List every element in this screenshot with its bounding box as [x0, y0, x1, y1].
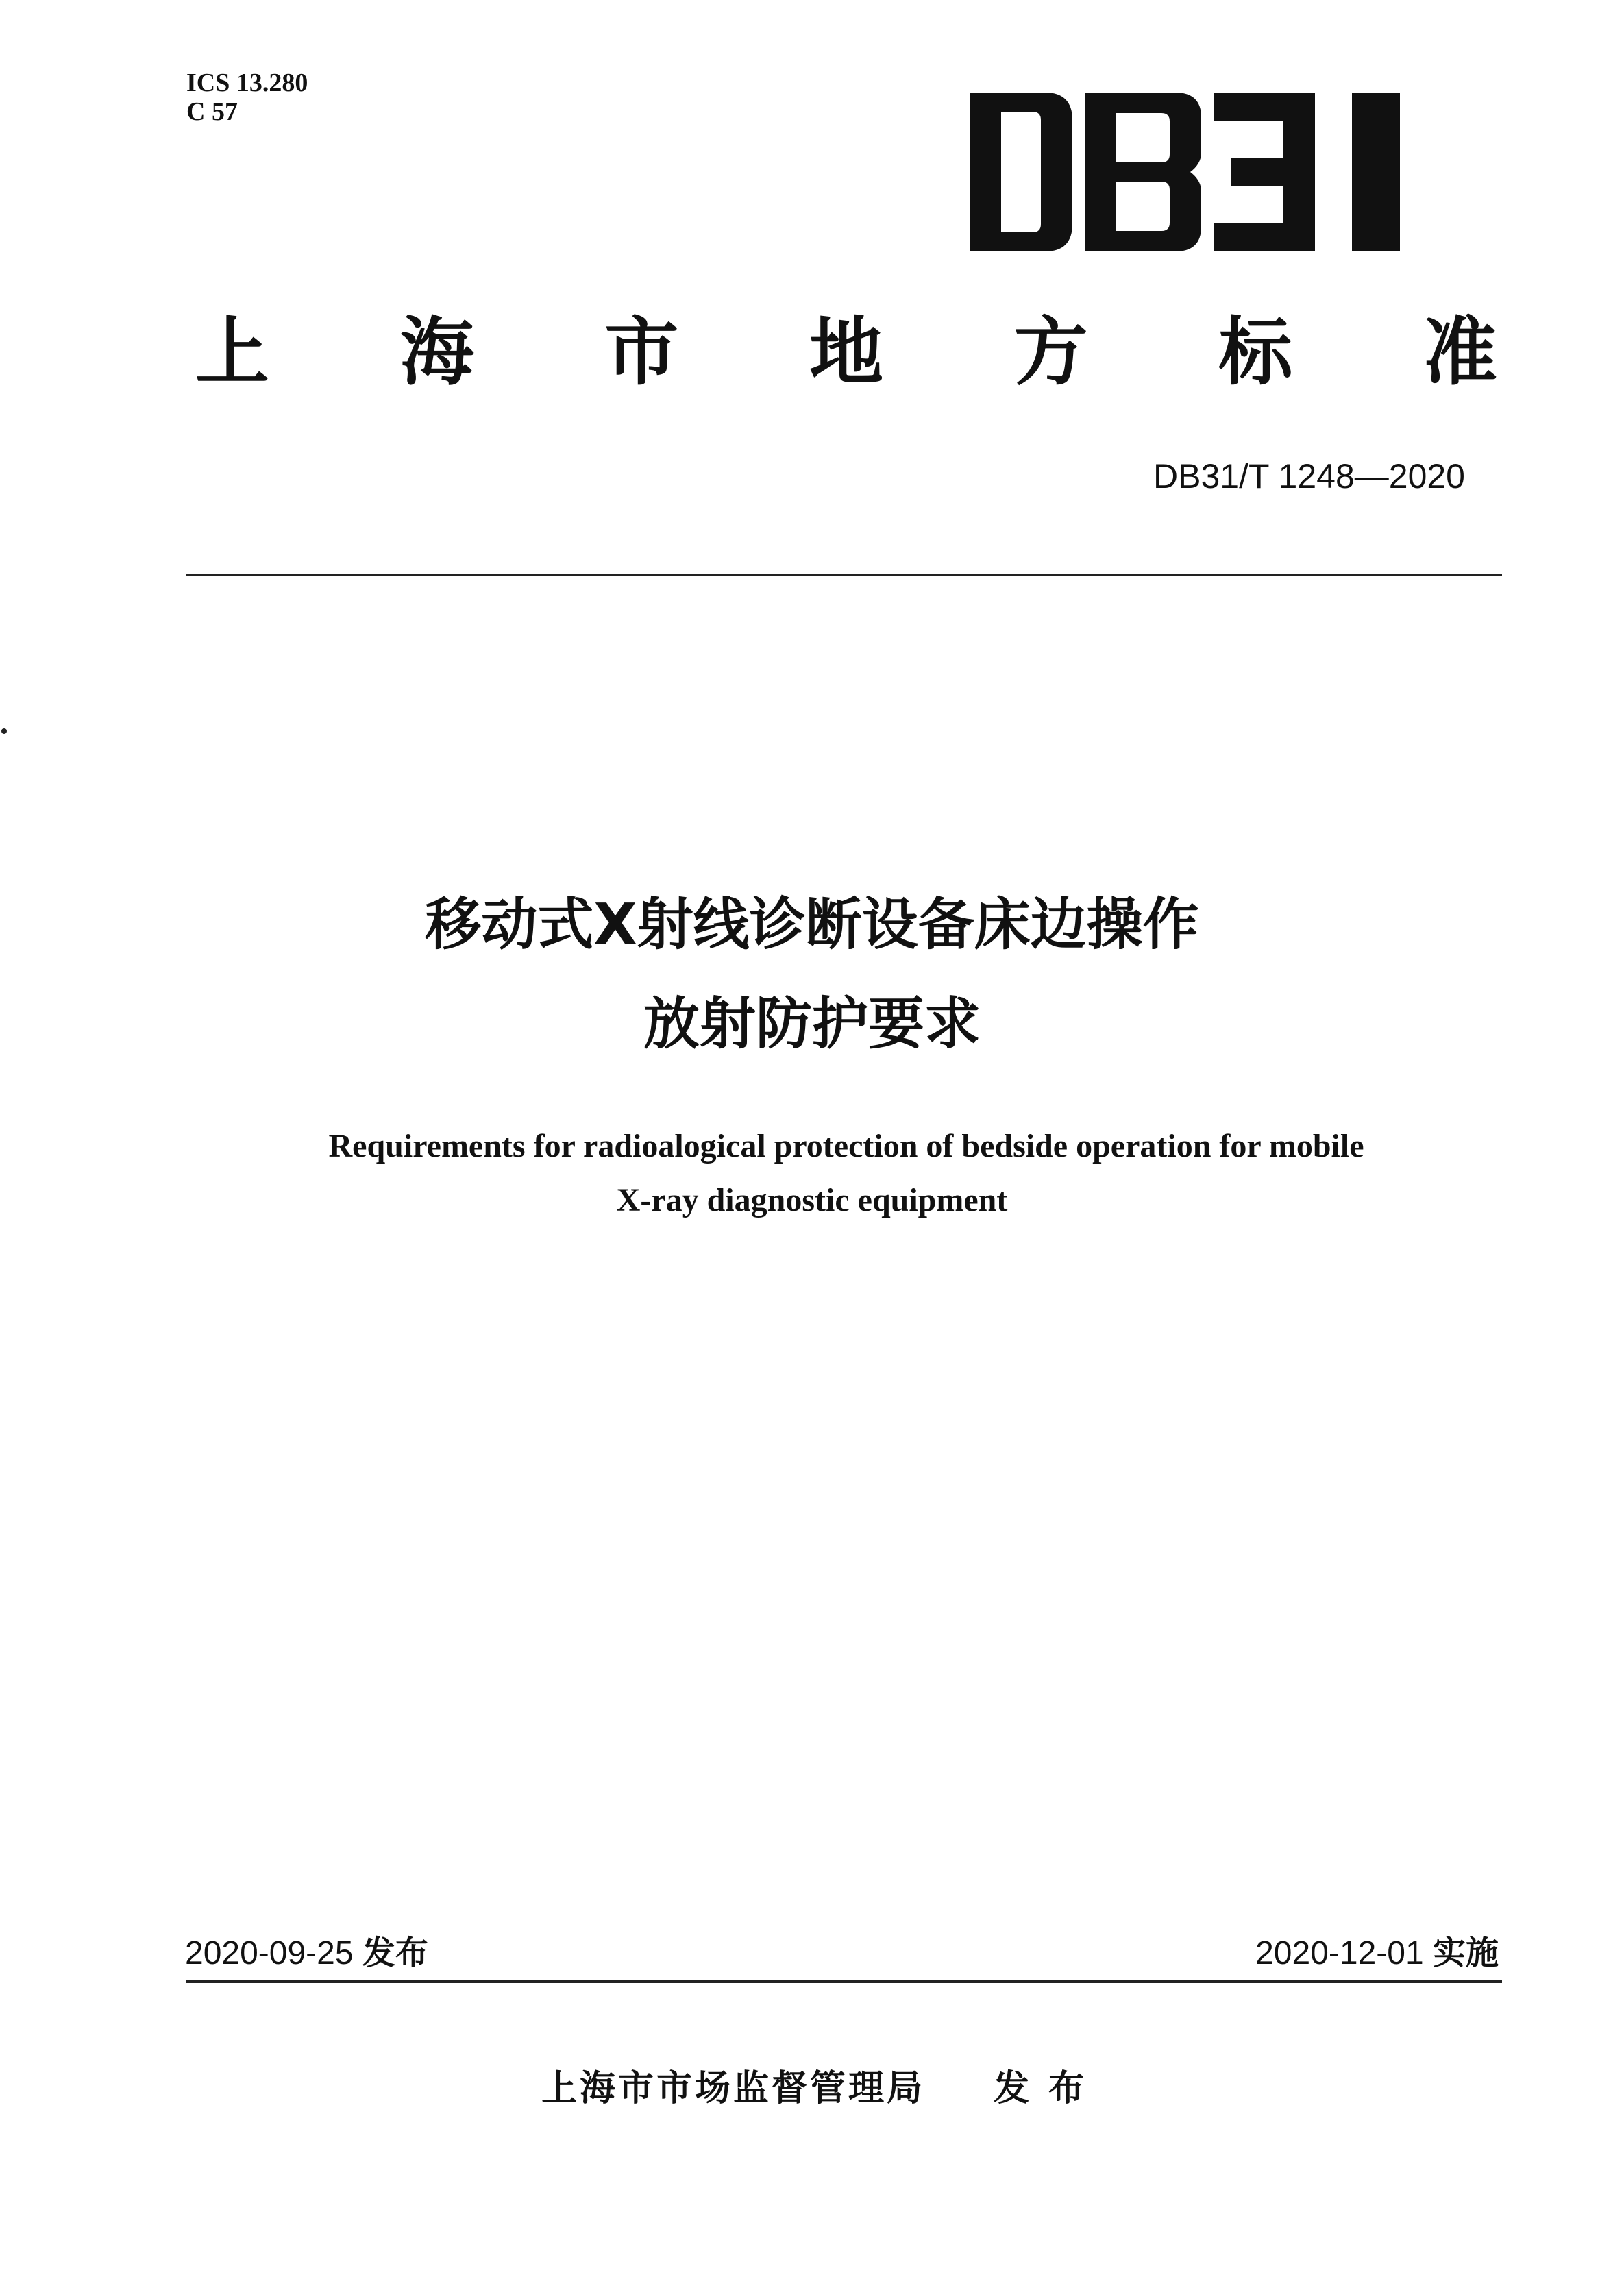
logo-letter-d	[970, 93, 1072, 251]
implement-date: 2020-12-01	[1255, 1935, 1424, 1971]
logo-digit-3	[1214, 93, 1315, 251]
standard-type-title	[195, 302, 1497, 404]
title-en-line-2: X-ray diagnostic equipment	[616, 1182, 1008, 1218]
standard-type-char: 地	[809, 310, 883, 395]
scan-speck	[1, 728, 7, 734]
issue-label: 发布	[362, 1934, 428, 1972]
standard-number: DB31/T 1248—2020	[1153, 457, 1465, 495]
footer-divider	[186, 1980, 1502, 1983]
standard-type-char: 上	[195, 310, 270, 395]
issue-date: 2020-09-25	[185, 1935, 354, 1971]
classification-codes	[186, 69, 308, 126]
publisher-organization: 上海市市场监督管理局	[541, 2068, 926, 2109]
implement-date-block	[1255, 1932, 1499, 1974]
header-divider	[186, 574, 1502, 576]
issue-date-block	[185, 1932, 428, 1974]
standard-type-char: 海	[399, 310, 474, 395]
standard-type-char: 方	[1013, 310, 1088, 395]
title-en-line-1: Requirements for radioalogical protection of bedside operation for mobile	[328, 1128, 1364, 1164]
ccs-code: C 57	[186, 97, 238, 126]
logo-letter-b	[1085, 93, 1201, 251]
implement-label: 实施	[1432, 1934, 1499, 1972]
db31-logo	[970, 93, 1415, 251]
standard-type-char: 市	[604, 310, 679, 395]
publisher-line	[541, 2061, 1103, 2116]
standard-type-char: 准	[1423, 310, 1497, 395]
logo-digit-1	[1352, 93, 1400, 251]
title-zh-line-2: 放射防护要求	[643, 992, 981, 1057]
standard-type-char: 标	[1218, 310, 1293, 395]
title-zh-line-1: 移动式X射线诊断设备床边操作	[425, 892, 1199, 957]
ics-code: ICS 13.280	[186, 69, 308, 97]
publisher-action: 发布	[994, 2068, 1104, 2109]
